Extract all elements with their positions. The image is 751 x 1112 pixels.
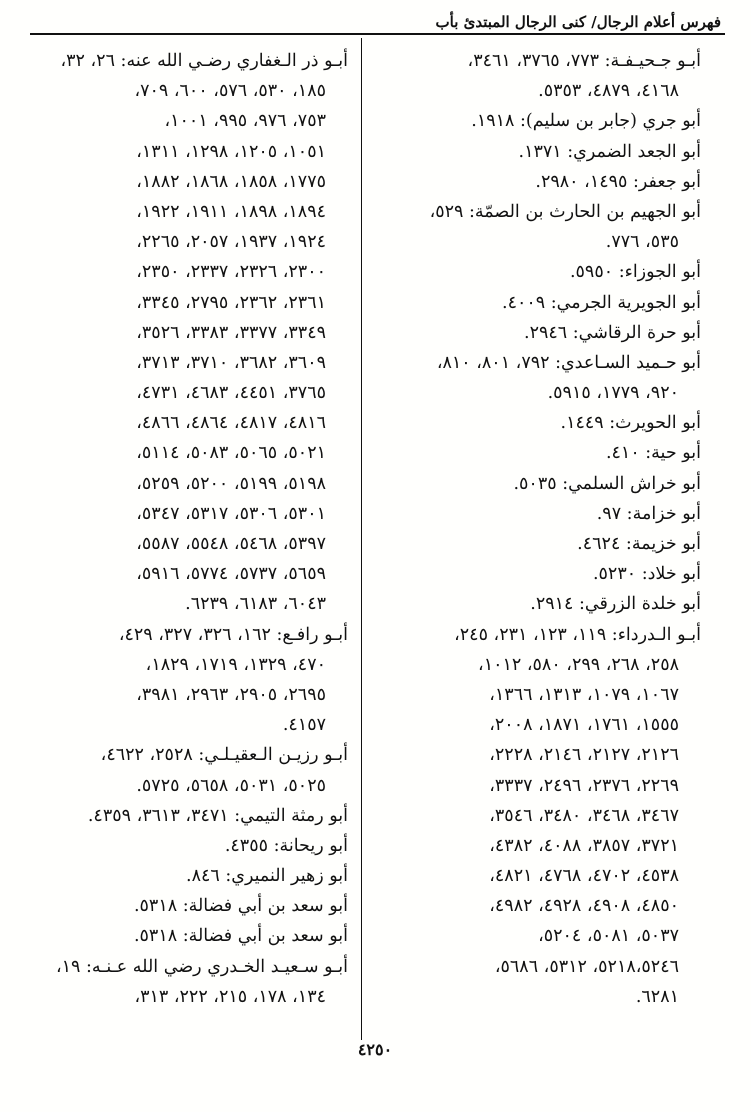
index-entry: أبو حرة الرقاشي: ٢٩٤٦. xyxy=(524,322,701,343)
index-entry-continuation: ٤٥٣٨، ٤٧٠٢، ٤٧٦٨، ٤٨٢١، xyxy=(489,866,679,887)
index-entry-continuation: ٥٢١٨،٥٢٤٦، ٥٣١٢، ٥٦٨٦، xyxy=(494,956,679,977)
index-entry-continuation: ٢٥٨، ٢٦٨، ٢٩٩، ٥٨٠، ١٠١٢، xyxy=(478,654,679,675)
index-entry-continuation: ٣٧٦٥، ٤٤٥١، ٤٦٨٣، ٤٧٣١، xyxy=(136,383,326,404)
index-entry-continuation: ٢٦٩٥، ٢٩٠٥، ٢٩٦٣، ٣٩٨١، xyxy=(136,684,326,705)
index-entry-continuation: ١٠٦٧، ١٠٧٩، ١٣١٣، ١٣٦٦، xyxy=(489,684,679,705)
index-entry: أبو سعد بن أبي فضالة: ٥٣١٨. xyxy=(133,896,348,917)
index-entry: أبو ريحانة: ٤٣٥٥. xyxy=(224,835,348,856)
index-entry: أبو الحويرث: ١٤٤٩. xyxy=(560,413,701,434)
index-entry: أبو الجويرية الجرمي: ٤٠٠٩. xyxy=(502,292,701,313)
index-entry: أبو خزيمة: ٤٦٢٤. xyxy=(577,534,701,554)
index-entry-continuation: ٣٦٠٩، ٣٦٨٢، ٣٧١٠، ٣٧١٣، xyxy=(136,352,326,373)
index-entry: أبو الجعد الضمري: ١٣٧١. xyxy=(518,141,701,162)
index-entry: أبو الجهيم بن الحارث بن الصمّة: ٥٢٩، xyxy=(429,201,701,222)
index-entry: أبو سعد بن أبي فضالة: ٥٣١٨. xyxy=(133,926,348,947)
index-entry-continuation: ٢٣٦١، ٢٣٦٢، ٢٧٩٥، ٣٣٤٥، xyxy=(136,292,326,313)
index-entry-continuation: ٢١٢٦، ٢١٢٧، ٢١٤٦، ٢٢٢٨، xyxy=(489,745,679,766)
index-entry-continuation: ٤١٥٧. xyxy=(282,715,326,736)
index-entry-continuation: ١٩٢٤، ١٩٣٧، ٢٠٥٧، ٢٢٦٥، xyxy=(136,232,326,253)
index-entry-continuation: ١٧٧٥، ١٨٥٨، ١٨٦٨، ١٨٨٢، xyxy=(136,171,326,192)
index-entry: أبـو ذر الـغفاري رضـي الله عنه: ٢٦، ٣٢، xyxy=(60,51,348,71)
index-entry-continuation: ٢٣٠٠، ٢٣٢٦، ٢٣٣٧، ٢٣٥٠، xyxy=(136,262,326,283)
index-entry: أبو زهير النميري: ٨٤٦. xyxy=(186,866,348,887)
index-column-right xyxy=(383,46,701,1012)
index-entry-continuation: ١٥٥٥، ١٧٦١، ١٨٧١، ٢٠٠٨، xyxy=(489,715,679,736)
index-entry-continuation: ٣٧٢١، ٣٨٥٧، ٤٠٨٨، ٤٣٨٢، xyxy=(489,835,679,856)
index-entry: أبـو الـدرداء: ١١٩، ١٢٣، ٢٣١، ٢٤٥، xyxy=(454,624,701,645)
index-entry-continuation: ٤١٦٨، ٤٨٧٩، ٥٣٥٣. xyxy=(538,81,679,102)
index-entry: أبـو سـعيـد الخـدري رضي الله عـنـه: ١٩، xyxy=(55,956,348,977)
index-entry: أبو جري (جابر بن سليم): ١٩١٨. xyxy=(471,111,701,132)
index-entry-continuation: ٦٢٨١. xyxy=(635,986,679,1007)
index-entry-continuation: ٤٨٥٠، ٤٩٠٨، ٤٩٢٨، ٤٩٨٢، xyxy=(489,896,679,917)
index-entry-continuation: ٥٣٩٧، ٥٤٦٨، ٥٥٤٨، ٥٥٨٧، xyxy=(136,534,326,554)
index-entry: أبو جعفر: ١٤٩٥، ٢٩٨٠. xyxy=(535,171,701,192)
index-entry: أبو خراش السلمي: ٥٠٣٥. xyxy=(513,473,701,494)
index-entry: أبو حـميد السـاعدي: ٧٩٢، ٨٠١، ٨١٠، xyxy=(436,352,701,373)
index-entry-continuation: ٥٦٥٩، ٥٧٣٧، ٥٧٧٤، ٥٩١٦، xyxy=(136,564,326,585)
index-entry-continuation: ٣٣٤٩، ٣٣٧٧، ٣٣٨٣، ٣٥٢٦، xyxy=(136,322,326,343)
index-entry-continuation: ١٨٩٤، ١٨٩٨، ١٩١١، ١٩٢٢، xyxy=(136,201,326,222)
running-header: فهرس أعلام الرجال/ كنى الرجال المبتدئ بأب xyxy=(435,13,721,31)
index-entry-continuation: ٥٠٣٧، ٥٠٨١، ٥٢٠٤، xyxy=(538,926,679,947)
index-entry-continuation: ١٨٥، ٥٣٠، ٥٧٦، ٦٠٠، ٧٠٩، xyxy=(134,81,326,102)
index-entry-continuation: ٥٠٢٥، ٥٠٣١، ٥٦٥٨، ٥٧٢٥. xyxy=(136,775,326,796)
index-entry-continuation: ٦٠٤٣، ٦١٨٣، ٦٢٣٩. xyxy=(185,594,326,615)
index-entry: أبو خلاد: ٥٢٣٠. xyxy=(592,564,701,585)
index-entry-continuation: ٧٥٣، ٩٧٦، ٩٩٥، ١٠٠١، xyxy=(164,111,326,132)
index-entry: أبو رمثة التيمي: ٣٤٧١، ٣٦١٣، ٤٣٥٩. xyxy=(87,805,348,826)
index-entry-continuation: ٣٤٦٧، ٣٤٦٨، ٣٤٨٠، ٣٥٤٦، xyxy=(489,805,679,826)
column-divider xyxy=(361,38,362,1040)
index-entry: أبو حية: ٤١٠. xyxy=(605,443,701,464)
index-entry: أبو الجوزاء: ٥٩٥٠. xyxy=(569,262,701,283)
index-entry: أبـو رزيـن الـعقيـلـي: ٢٥٢٨، ٤٦٢٢، xyxy=(100,745,348,766)
index-entry-continuation: ٥٠٢١، ٥٠٦٥، ٥٠٨٣، ٥١١٤، xyxy=(136,443,326,464)
index-entry: أبـو جـحيـفـة: ٧٧٣، ٣٧٦٥، ٣٤٦١، xyxy=(467,51,701,71)
page-number: ٤٢٥٠ xyxy=(357,1040,393,1059)
index-entry-continuation: ٥٣٠١، ٥٣٠٦، ٥٣١٧، ٥٣٤٧، xyxy=(136,503,326,524)
index-entry-continuation: ٤٧٠، ١٣٢٩، ١٧١٩، ١٨٢٩، xyxy=(145,654,326,675)
index-entry-continuation: ١٣٤، ١٧٨، ٢١٥، ٢٢٢، ٣١٣، xyxy=(134,986,326,1007)
index-entry-continuation: ٥١٩٨، ٥١٩٩، ٥٢٠٠، ٥٢٥٩، xyxy=(136,473,326,494)
header-rule xyxy=(30,33,725,35)
index-entry: أبـو رافـع: ١٦٢، ٣٢٦، ٣٢٧، ٤٢٩، xyxy=(118,624,348,645)
index-entry-continuation: ٤٨١٦، ٤٨١٧، ٤٨٦٤، ٤٨٦٦، xyxy=(136,413,326,434)
index-entry-continuation: ٩٢٠، ١٧٧٩، ٥٩١٥. xyxy=(547,383,679,404)
index-entry-continuation: ١٠٥١، ١٢٠٥، ١٢٩٨، ١٣١١، xyxy=(136,141,326,162)
index-entry: أبو خزامة: ٩٧. xyxy=(596,503,701,524)
index-entry-continuation: ٢٢٦٩، ٢٣٧٦، ٢٤٩٦، ٣٣٣٧، xyxy=(489,775,679,796)
index-column-left xyxy=(30,46,348,1012)
index-entry: أبو خلدة الزرقي: ٢٩١٤. xyxy=(530,594,701,615)
index-entry-continuation: ٥٣٥، ٧٧٦. xyxy=(605,232,679,253)
